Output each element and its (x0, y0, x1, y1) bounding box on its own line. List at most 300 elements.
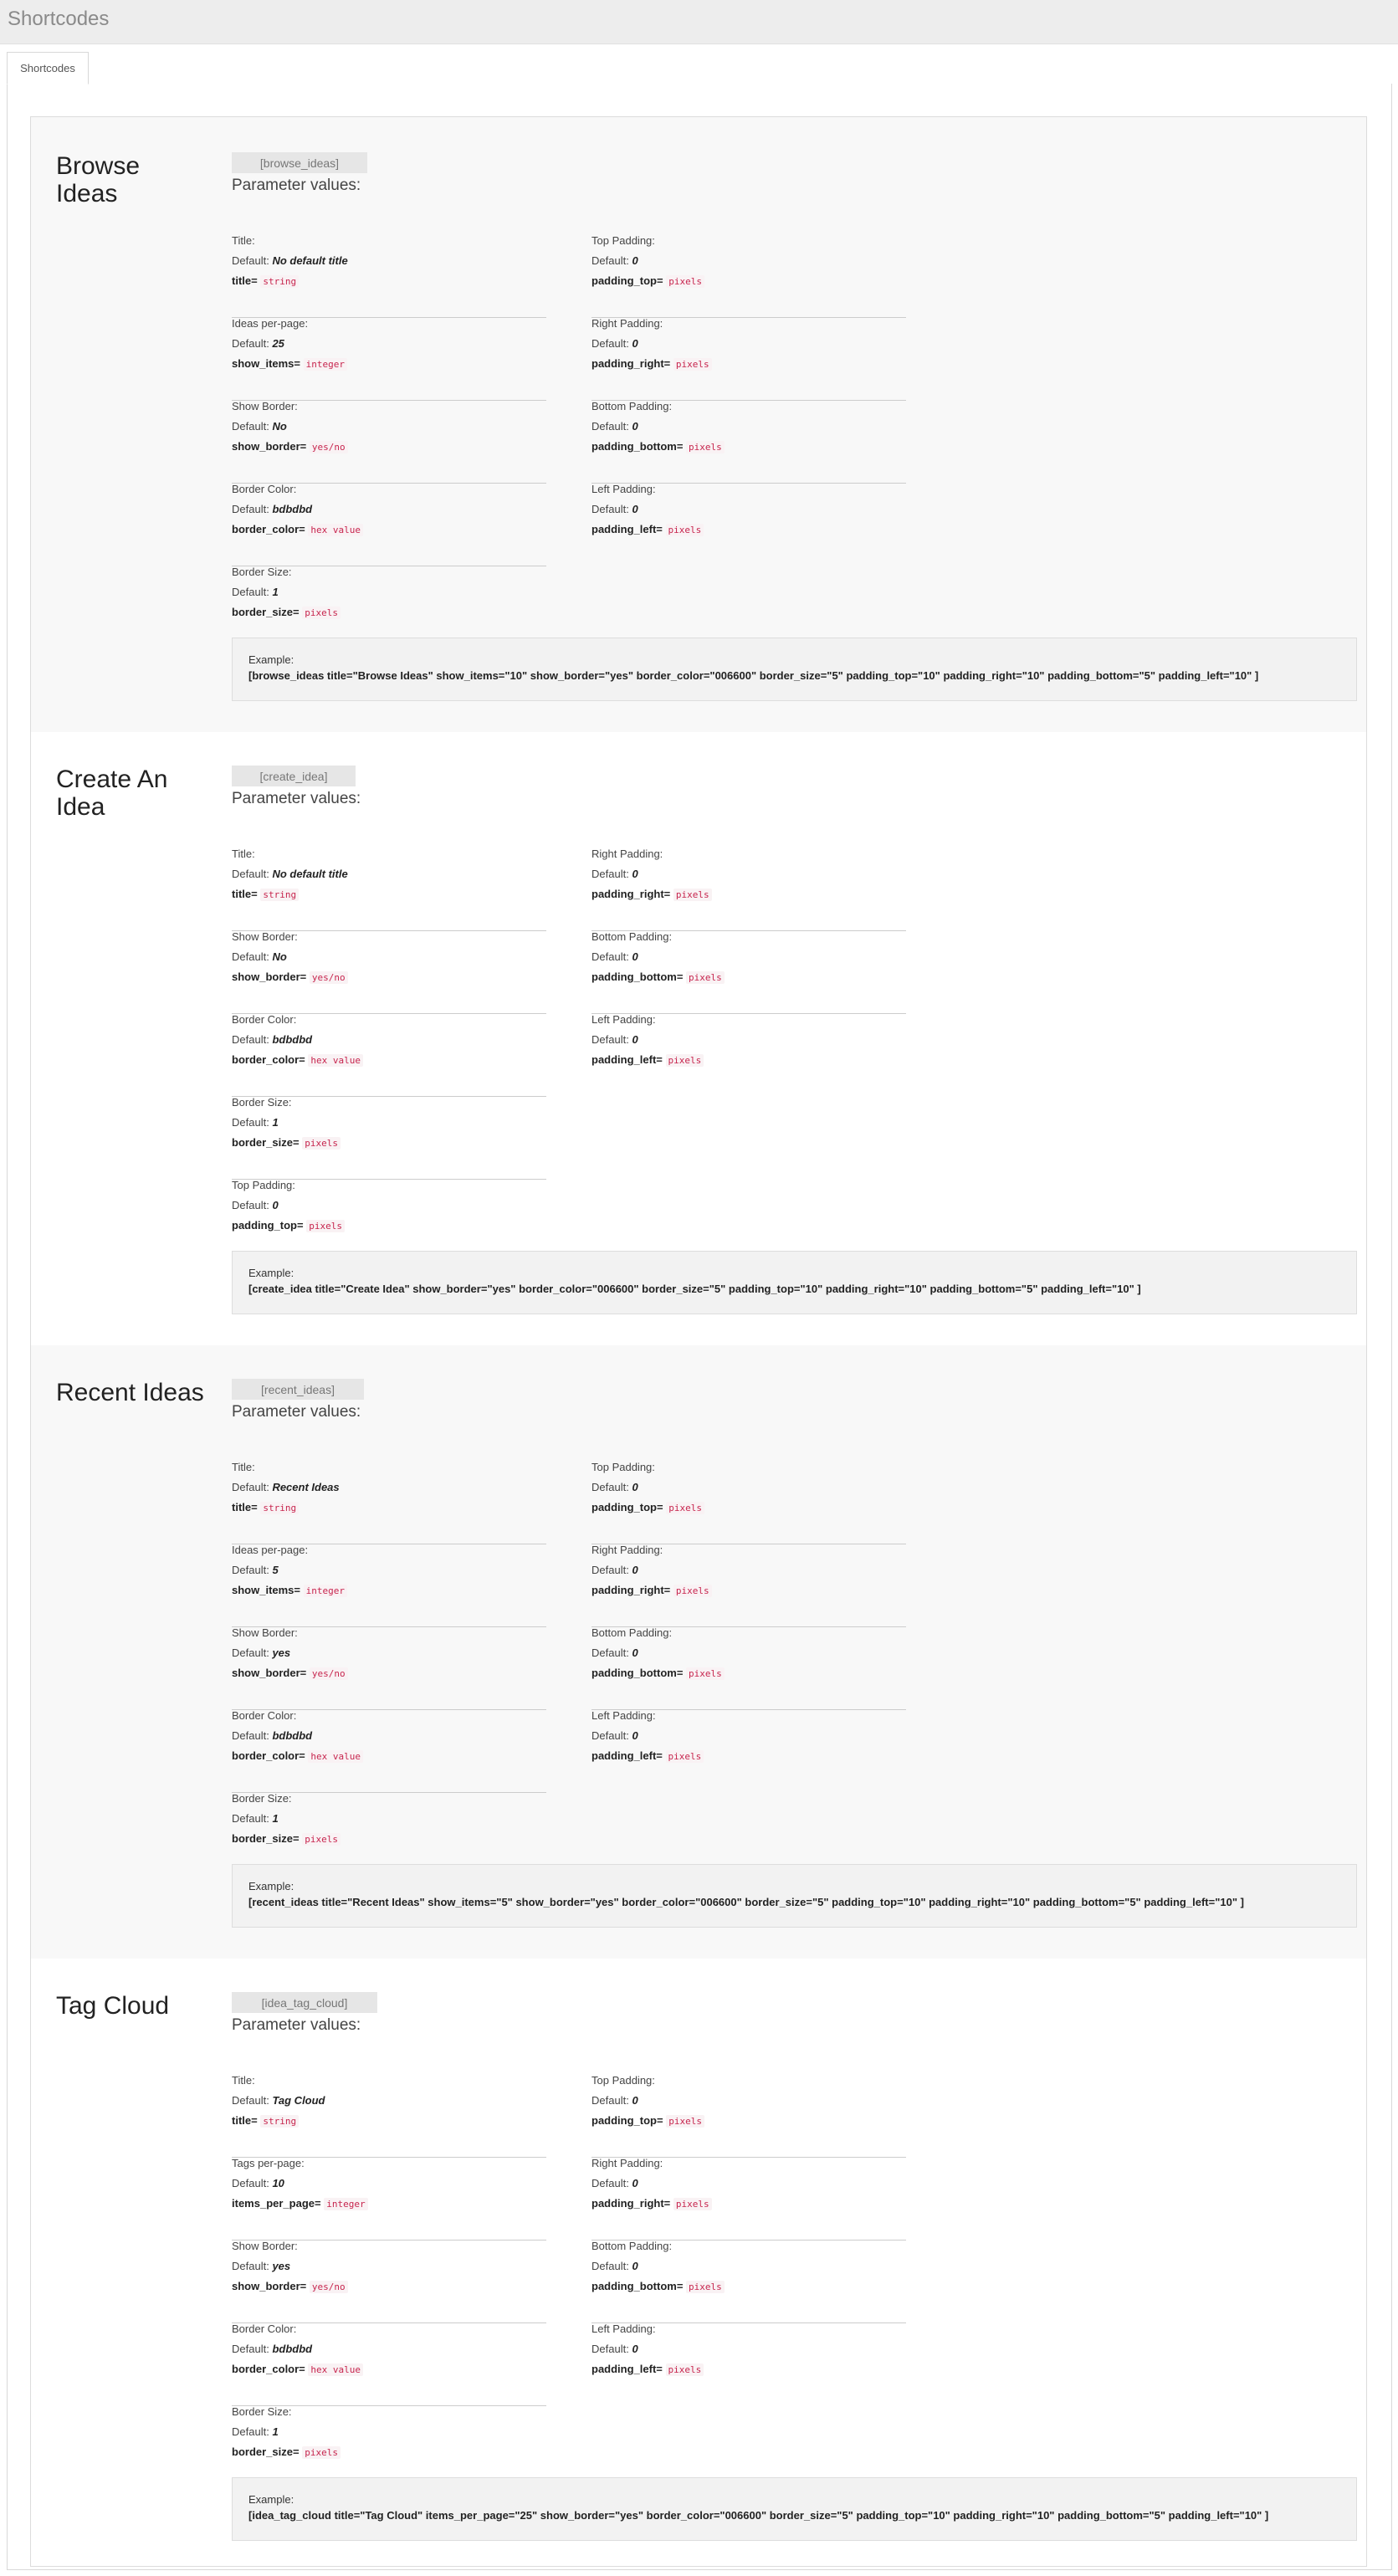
param-item (232, 2322, 546, 2406)
param-label: Bottom Padding: (591, 400, 673, 412)
example-label: Example: (248, 1267, 294, 1279)
example-label: Example: (248, 653, 294, 666)
param-default-value: 10 (272, 2177, 284, 2189)
param-default-value: 1 (272, 2425, 279, 2438)
param-key-line (232, 2445, 341, 2458)
param-default-value: bdbdbd (272, 503, 313, 515)
param-key: padding_left= (591, 2363, 663, 2375)
param-type: pixels (686, 971, 725, 984)
param-type: pixels (666, 524, 704, 536)
param-type: yes/no (310, 1667, 348, 1680)
param-type: yes/no (310, 441, 348, 453)
param-item (232, 234, 546, 318)
param-label: Border Color: (232, 1013, 297, 1026)
param-item (591, 848, 906, 931)
param-default-value: 0 (632, 2177, 638, 2189)
param-item (591, 400, 906, 484)
param-key-line (591, 1584, 712, 1596)
param-key: show_border= (232, 2280, 307, 2292)
param-key-line (591, 970, 725, 983)
param-type: pixels (666, 1502, 704, 1514)
param-default-line (232, 2343, 312, 2355)
param-key-line (591, 888, 712, 900)
param-key-line (591, 2197, 712, 2210)
param-default-value: 0 (632, 2094, 638, 2107)
param-type: pixels (673, 1585, 712, 1597)
default-prefix: Default: (591, 950, 629, 963)
param-key-line (591, 1053, 704, 1066)
param-key-line (232, 888, 299, 900)
param-default-line (591, 2177, 638, 2189)
param-type: pixels (302, 1137, 341, 1150)
default-prefix: Default: (591, 2343, 629, 2355)
param-type: yes/no (310, 971, 348, 984)
example-code: [create_idea title="Create Idea" show_border="yes" border_color="006600" border_size="5" padding_top="10" padding_right="10" padding_bottom="5" padding_left="10" ] (248, 1283, 1141, 1295)
default-prefix: Default: (591, 420, 629, 433)
param-default-value: No (272, 950, 287, 963)
param-default-value: yes (272, 2260, 291, 2272)
param-default-line (591, 503, 638, 515)
param-label: Border Size: (232, 1792, 292, 1805)
param-default-line (591, 2260, 638, 2272)
default-prefix: Default: (232, 420, 269, 433)
param-label: Left Padding: (591, 2322, 656, 2335)
param-key: border_size= (232, 1832, 300, 1845)
page-header (0, 0, 1398, 44)
param-item (232, 1792, 546, 1875)
param-key: padding_top= (591, 2114, 663, 2127)
parameter-values-heading: Parameter values: (232, 1403, 361, 1421)
example-label: Example: (248, 2493, 294, 2506)
param-key-line (232, 440, 348, 453)
param-label: Border Size: (232, 566, 292, 578)
param-key-line (591, 1501, 704, 1513)
default-prefix: Default: (232, 1481, 269, 1493)
param-default-line (232, 950, 287, 963)
param-item (232, 1461, 546, 1544)
section-title: Recent Ideas (56, 1379, 204, 1406)
default-prefix: Default: (232, 2343, 269, 2355)
param-label: Right Padding: (591, 848, 663, 860)
default-prefix: Default: (591, 1564, 629, 1576)
param-default-value: No default title (272, 254, 348, 267)
param-default-value: 1 (272, 1116, 279, 1129)
param-default-value: 1 (272, 586, 279, 598)
example-box (232, 1251, 1357, 1314)
shortcode-section (31, 732, 1366, 1345)
param-type: string (260, 889, 299, 901)
param-key: padding_bottom= (591, 970, 684, 983)
param-item (232, 1544, 546, 1627)
param-label: Ideas per-page: (232, 1544, 309, 1556)
param-key: padding_right= (591, 2197, 671, 2210)
param-default-value: 0 (272, 1199, 279, 1211)
param-default-line (232, 1199, 279, 1211)
param-key-line (232, 1501, 299, 1513)
param-key: show_border= (232, 970, 307, 983)
param-item (591, 1013, 906, 1096)
shortcodes-container (30, 116, 1367, 2567)
param-default-line (232, 1646, 290, 1659)
param-label: Top Padding: (591, 1461, 655, 1473)
param-label: Border Size: (232, 2405, 292, 2418)
default-prefix: Default: (232, 254, 269, 267)
param-item (232, 483, 546, 566)
param-default-value: bdbdbd (272, 1729, 313, 1742)
param-item (232, 317, 546, 401)
default-prefix: Default: (232, 2425, 269, 2438)
param-key: padding_top= (232, 1219, 304, 1232)
param-default-value: No default title (272, 868, 348, 880)
default-prefix: Default: (591, 1646, 629, 1659)
example-label: Example: (248, 1880, 294, 1892)
param-default-value: 0 (632, 1729, 638, 1742)
param-default-line (232, 1116, 279, 1129)
param-item (591, 1626, 906, 1710)
default-prefix: Default: (232, 586, 269, 598)
param-default-line (232, 420, 287, 433)
param-type: integer (324, 2198, 367, 2210)
param-key-line (232, 1136, 341, 1149)
default-prefix: Default: (591, 2177, 629, 2189)
param-default-value: 25 (272, 337, 284, 350)
param-default-line (591, 1646, 638, 1659)
param-label: Title: (232, 1461, 255, 1473)
param-label: Border Color: (232, 1709, 297, 1722)
param-type: pixels (302, 607, 341, 619)
param-item (591, 1709, 906, 1792)
param-type: pixels (666, 2363, 704, 2376)
param-item (591, 2240, 906, 2323)
param-default-line (591, 254, 638, 267)
param-item (232, 566, 546, 648)
param-item (232, 1179, 546, 1262)
default-prefix: Default: (232, 1646, 269, 1659)
param-type: hex value (308, 1054, 363, 1067)
param-key-line (232, 1667, 348, 1679)
param-key: show_border= (232, 440, 307, 453)
shortcode-section (31, 1345, 1366, 1959)
param-label: Left Padding: (591, 1013, 656, 1026)
param-default-line (232, 337, 284, 350)
param-item (232, 2157, 546, 2241)
param-label: Top Padding: (591, 234, 655, 247)
default-prefix: Default: (591, 1481, 629, 1493)
shortcode-section (31, 117, 1366, 732)
param-item (232, 2405, 546, 2488)
param-key: show_items= (232, 357, 301, 370)
param-key-line (591, 523, 704, 535)
param-default-value: 0 (632, 1481, 638, 1493)
section-title: Tag Cloud (56, 1992, 170, 2020)
default-prefix: Default: (232, 503, 269, 515)
param-default-line (591, 1033, 638, 1046)
param-type: pixels (306, 1220, 345, 1232)
default-prefix: Default: (232, 2260, 269, 2272)
param-default-value: 0 (632, 1033, 638, 1046)
param-default-value: No (272, 420, 287, 433)
param-default-value: Recent Ideas (272, 1481, 340, 1493)
param-type: string (260, 2115, 299, 2128)
param-key: padding_left= (591, 523, 663, 535)
param-type: integer (304, 1585, 347, 1597)
default-prefix: Default: (591, 868, 629, 880)
param-item (591, 317, 906, 401)
param-key-line (591, 1667, 725, 1679)
param-default-line (232, 1812, 279, 1825)
param-label: Title: (232, 2074, 255, 2087)
default-prefix: Default: (591, 1729, 629, 1742)
param-default-line (232, 2094, 325, 2107)
param-key: padding_top= (591, 274, 663, 287)
shortcode-badge: [idea_tag_cloud] (232, 1992, 377, 2013)
param-default-line (232, 1564, 279, 1576)
param-key: title= (232, 1501, 258, 1513)
param-key-line (591, 357, 712, 370)
param-label: Bottom Padding: (591, 2240, 673, 2252)
param-default-line (591, 2094, 638, 2107)
param-type: pixels (302, 1833, 341, 1846)
param-type: pixels (666, 1750, 704, 1763)
param-default-line (232, 503, 312, 515)
shortcode-section (31, 1959, 1366, 2567)
param-type: pixels (666, 2115, 704, 2128)
param-default-value: 0 (632, 1646, 638, 1659)
default-prefix: Default: (232, 1116, 269, 1129)
param-default-value: 1 (272, 1812, 279, 1825)
param-type: pixels (686, 1667, 725, 1680)
tab-bar (0, 52, 1398, 85)
param-key-line (232, 274, 299, 287)
example-code: [idea_tag_cloud title="Tag Cloud" items_per_page="25" show_border="yes" border_color="006600" border_size="5" padding_top="10" padding_right="10" padding_bottom="5" padding_left="10" ] (248, 2509, 1269, 2522)
default-prefix: Default: (591, 503, 629, 515)
param-default-line (591, 950, 638, 963)
param-item (591, 1544, 906, 1627)
default-prefix: Default: (232, 1812, 269, 1825)
param-key: border_size= (232, 606, 300, 618)
param-item (232, 1709, 546, 1793)
param-key-line (591, 2363, 704, 2375)
param-label: Left Padding: (591, 483, 656, 495)
param-label: Top Padding: (591, 2074, 655, 2087)
param-type: integer (304, 358, 347, 371)
param-default-line (232, 1729, 312, 1742)
param-key: padding_left= (591, 1749, 663, 1762)
shortcode-badge: [recent_ideas] (232, 1379, 364, 1400)
param-key: padding_top= (591, 1501, 663, 1513)
param-item (232, 2074, 546, 2158)
param-type: pixels (666, 275, 704, 288)
param-default-line (591, 2343, 638, 2355)
param-type: hex value (308, 524, 363, 536)
param-key-line (232, 970, 348, 983)
param-key-line (591, 440, 725, 453)
default-prefix: Default: (232, 1729, 269, 1742)
param-item (232, 400, 546, 484)
parameter-values-heading: Parameter values: (232, 2016, 361, 2034)
section-title: Create An Idea (56, 766, 168, 821)
default-prefix: Default: (232, 1564, 269, 1576)
param-type: string (260, 1502, 299, 1514)
param-type: pixels (686, 2281, 725, 2293)
page-title: Shortcodes (8, 8, 110, 30)
param-item (591, 234, 906, 318)
param-default-value: 0 (632, 1564, 638, 1576)
param-item (591, 2074, 906, 2158)
param-item (232, 2240, 546, 2323)
param-default-value: 0 (632, 420, 638, 433)
param-type: hex value (308, 1750, 363, 1763)
default-prefix: Default: (232, 2177, 269, 2189)
param-type: hex value (308, 2363, 363, 2376)
param-key-line (232, 2363, 363, 2375)
param-key-line (232, 1053, 363, 1066)
param-key: border_color= (232, 1053, 305, 1066)
param-default-value: yes (272, 1646, 291, 1659)
default-prefix: Default: (232, 337, 269, 350)
param-default-value: bdbdbd (272, 2343, 313, 2355)
param-key-line (232, 2197, 368, 2210)
param-key: title= (232, 2114, 258, 2127)
param-default-line (232, 2425, 279, 2438)
param-key: title= (232, 274, 258, 287)
tab-shortcodes[interactable]: Shortcodes (7, 52, 89, 85)
param-key-line (232, 357, 347, 370)
param-label: Right Padding: (591, 2157, 663, 2169)
param-default-value: 0 (632, 254, 638, 267)
param-label: Bottom Padding: (591, 1626, 673, 1639)
param-type: pixels (686, 441, 725, 453)
default-prefix: Default: (591, 2260, 629, 2272)
param-type: pixels (673, 889, 712, 901)
param-label: Right Padding: (591, 1544, 663, 1556)
param-default-value: 0 (632, 950, 638, 963)
param-label: Tags per-page: (232, 2157, 305, 2169)
param-default-value: 0 (632, 2260, 638, 2272)
param-default-line (591, 868, 638, 880)
param-key: padding_bottom= (591, 440, 684, 453)
param-label: Top Padding: (232, 1179, 295, 1191)
param-key: border_size= (232, 1136, 300, 1149)
param-key-line (591, 2114, 704, 2127)
param-default-line (232, 1033, 312, 1046)
param-key: border_color= (232, 1749, 305, 1762)
param-type: pixels (302, 2446, 341, 2459)
param-key-line (232, 2114, 299, 2127)
param-key: border_color= (232, 2363, 305, 2375)
param-label: Border Color: (232, 2322, 297, 2335)
param-item (591, 930, 906, 1014)
param-item (591, 483, 906, 566)
default-prefix: Default: (591, 1033, 629, 1046)
param-item (591, 1461, 906, 1544)
param-item (591, 2157, 906, 2241)
param-key: padding_right= (591, 888, 671, 900)
example-code: [recent_ideas title="Recent Ideas" show_items="5" show_border="yes" border_color="006600" border_size="5" padding_top="10" padding_right="10" padding_bottom="5" padding_left="10" ] (248, 1896, 1244, 1908)
param-default-value: bdbdbd (272, 1033, 313, 1046)
param-key-line (591, 2280, 725, 2292)
param-key-line (232, 2280, 348, 2292)
param-default-line (232, 868, 348, 880)
param-label: Border Size: (232, 1096, 292, 1109)
param-key-line (232, 523, 363, 535)
param-type: string (260, 275, 299, 288)
parameter-values-heading: Parameter values: (232, 177, 361, 194)
section-title: Browse Ideas (56, 152, 141, 207)
param-label: Title: (232, 234, 255, 247)
param-default-value: 0 (632, 2343, 638, 2355)
default-prefix: Default: (232, 1199, 269, 1211)
example-code: [browse_ideas title="Browse Ideas" show_items="10" show_border="yes" border_color="006600" border_size="5" padding_top="10" padding_right="10" padding_bottom="5" padding_left="10" ] (248, 669, 1259, 682)
param-item (232, 1096, 546, 1180)
param-label: Show Border: (232, 1626, 298, 1639)
param-default-line (232, 586, 279, 598)
param-item (232, 1626, 546, 1710)
shortcode-badge: [create_idea] (232, 766, 356, 786)
param-default-value: 5 (272, 1564, 279, 1576)
param-default-value: 0 (632, 337, 638, 350)
param-label: Title: (232, 848, 255, 860)
example-box (232, 1864, 1357, 1928)
param-key: items_per_page= (232, 2197, 321, 2210)
param-key: title= (232, 888, 258, 900)
param-key: border_size= (232, 2445, 300, 2458)
default-prefix: Default: (232, 2094, 269, 2107)
param-key: show_border= (232, 1667, 307, 1679)
param-key: padding_right= (591, 1584, 671, 1596)
param-default-value: Tag Cloud (272, 2094, 325, 2107)
param-key: padding_bottom= (591, 1667, 684, 1679)
param-default-line (232, 254, 348, 267)
param-label: Show Border: (232, 2240, 298, 2252)
param-item (232, 848, 546, 931)
param-default-line (591, 1564, 638, 1576)
param-key-line (232, 1584, 347, 1596)
default-prefix: Default: (591, 254, 629, 267)
param-item (232, 930, 546, 1014)
param-key-line (591, 1749, 704, 1762)
param-label: Show Border: (232, 930, 298, 943)
default-prefix: Default: (591, 2094, 629, 2107)
default-prefix: Default: (232, 868, 269, 880)
param-label: Border Color: (232, 483, 297, 495)
example-box (232, 2477, 1357, 2541)
example-box (232, 638, 1357, 701)
param-type: pixels (673, 2198, 712, 2210)
default-prefix: Default: (591, 337, 629, 350)
param-item (232, 1013, 546, 1097)
param-type: pixels (673, 358, 712, 371)
param-default-line (591, 1481, 638, 1493)
param-key: padding_bottom= (591, 2280, 684, 2292)
param-key: padding_left= (591, 1053, 663, 1066)
param-key-line (232, 1749, 363, 1762)
param-type: pixels (666, 1054, 704, 1067)
param-key: show_items= (232, 1584, 301, 1596)
param-default-line (591, 1729, 638, 1742)
param-default-value: 0 (632, 868, 638, 880)
parameter-values-heading: Parameter values: (232, 790, 361, 807)
param-key-line (591, 274, 704, 287)
param-key: border_color= (232, 523, 305, 535)
param-label: Bottom Padding: (591, 930, 673, 943)
param-default-line (232, 2260, 290, 2272)
param-label: Ideas per-page: (232, 317, 309, 330)
param-label: Left Padding: (591, 1709, 656, 1722)
param-key-line (232, 1219, 345, 1232)
param-key-line (232, 1832, 341, 1845)
param-key-line (232, 606, 341, 618)
